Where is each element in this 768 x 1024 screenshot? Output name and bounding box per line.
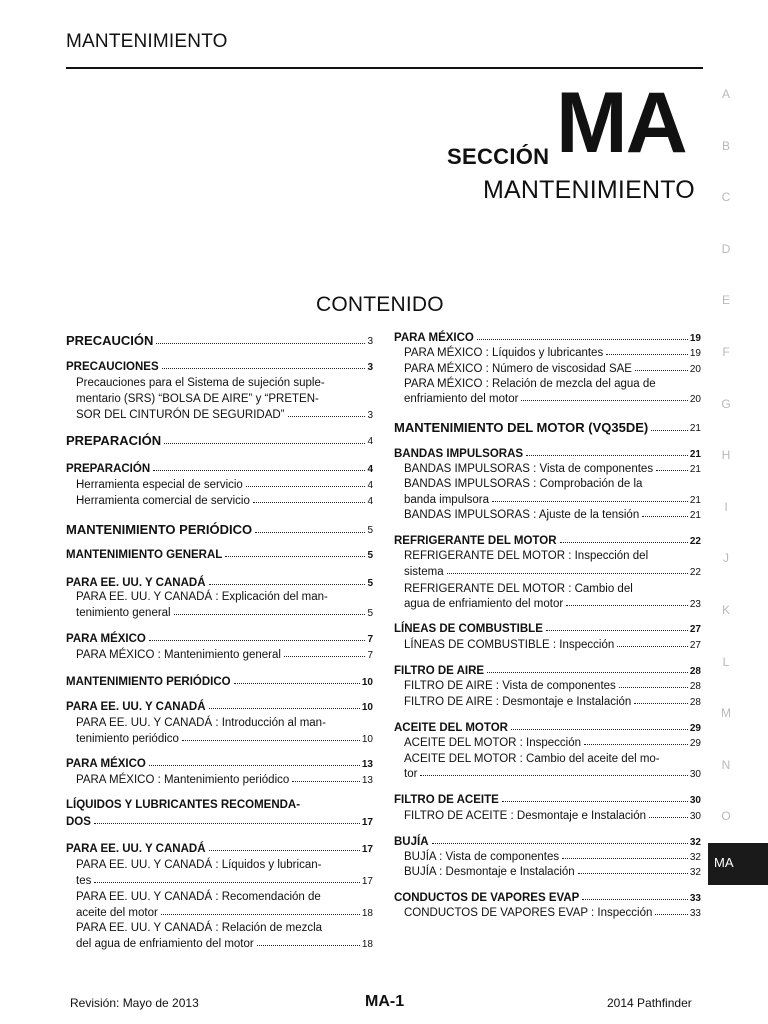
dot-leader (651, 430, 688, 431)
dot-leader (162, 368, 366, 369)
toc-page-number: 4 (367, 496, 373, 507)
toc-entry[interactable] (76, 774, 373, 786)
toc-page-number: 28 (689, 666, 701, 677)
toc-entry-label: FILTRO DE ACEITE (394, 794, 499, 806)
toc-page-number: 33 (689, 893, 701, 904)
dot-leader (617, 646, 688, 647)
dot-leader (255, 532, 365, 533)
toc-entry-label: PARA MÉXICO (66, 633, 146, 645)
toc-entry-label[interactable]: BANDAS IMPULSORAS : Comprobación de la (404, 478, 643, 490)
toc-entry[interactable] (404, 393, 701, 405)
toc-entry-label: MANTENIMIENTO DEL MOTOR (VQ35DE) (394, 420, 649, 435)
footer-page-number: MA-1 (365, 993, 405, 1010)
section-index-letter-m[interactable]: M (721, 706, 731, 721)
dot-leader (246, 486, 366, 487)
toc-entry-label: PARA MÉXICO : Líquidos y lubricantes (404, 347, 604, 359)
toc-page-number: 30 (689, 769, 701, 780)
dot-leader (526, 455, 688, 456)
toc-entry[interactable] (66, 758, 373, 770)
toc-entry[interactable] (76, 875, 373, 887)
toc-entry[interactable] (76, 938, 373, 950)
toc-entry[interactable] (404, 810, 701, 822)
toc-entry-label: enfriamiento del motor (404, 393, 519, 405)
dot-leader (234, 683, 360, 684)
toc-page-number: 19 (689, 348, 701, 359)
toc-page-number: 5 (367, 525, 373, 536)
toc-entry-label: LÍNEAS DE COMBUSTIBLE (394, 623, 543, 635)
toc-entry[interactable] (394, 332, 701, 344)
header-title: MANTENIMIENTO (66, 31, 228, 52)
toc-page-number: 22 (689, 567, 701, 578)
dot-leader (606, 354, 688, 355)
section-code: MA (556, 75, 686, 171)
toc-entry-label: BANDAS IMPULSORAS : Vista de componentes (404, 463, 654, 475)
dot-leader (566, 605, 688, 606)
toc-entry-label[interactable]: Precauciones para el Sistema de sujeción suple- (76, 377, 325, 389)
dot-leader (94, 823, 360, 824)
toc-entry[interactable] (404, 768, 701, 780)
toc-entry-label: MANTENIMIENTO PERIÓDICO (66, 676, 231, 688)
toc-entry[interactable] (404, 463, 701, 475)
toc-entry[interactable] (66, 361, 373, 373)
toc-page-number: 30 (689, 811, 701, 822)
section-name: MANTENIMIENTO (483, 176, 695, 204)
toc-entry-label: agua de enfriamiento del motor (404, 598, 564, 610)
header-rule (66, 67, 703, 69)
toc-entry-label: tenimiento periódico (76, 733, 179, 745)
dot-leader (656, 470, 688, 471)
toc-entry[interactable] (76, 907, 373, 919)
toc-page-number: 4 (367, 436, 373, 447)
dot-leader (560, 542, 688, 543)
toc-entry[interactable] (404, 494, 701, 506)
toc-page-number: 29 (689, 738, 701, 749)
toc-page-number: 21 (689, 423, 701, 434)
dot-leader (578, 873, 688, 874)
dot-leader (288, 416, 366, 417)
toc-entry-label: Herramienta especial de servicio (76, 479, 243, 491)
toc-page-number: 17 (361, 817, 373, 828)
section-index-letter-c[interactable]: C (721, 190, 731, 205)
toc-entry[interactable] (394, 535, 701, 547)
dot-leader (487, 672, 688, 673)
toc-page-number: 18 (361, 908, 373, 919)
dot-leader (502, 801, 688, 802)
toc-entry[interactable] (76, 607, 373, 619)
toc-entry[interactable] (66, 433, 373, 448)
toc-page-number: 5 (367, 608, 373, 619)
toc-entry-label[interactable]: mentario (SRS) “BOLSA DE AIRE” y “PRETEN- (76, 393, 319, 405)
toc-entry-label: aceite del motor (76, 907, 158, 919)
toc-page-number: 29 (689, 723, 701, 734)
toc-entry-label: FILTRO DE AIRE : Vista de componentes (404, 680, 616, 692)
toc-entry[interactable] (66, 816, 373, 828)
dot-leader (521, 400, 687, 401)
toc-entry-label: banda impulsora (404, 494, 490, 506)
toc-page-number: 18 (361, 939, 373, 950)
toc-entry[interactable] (404, 566, 701, 578)
dot-leader (477, 339, 688, 340)
toc-entry-label: FILTRO DE AIRE : Desmontaje e Instalación (404, 696, 632, 708)
toc-page-number: 20 (689, 394, 701, 405)
toc-entry-label: PARA EE. UU. Y CANADÁ (66, 701, 206, 713)
toc-page-number: 33 (689, 908, 701, 919)
toc-page-number: 17 (361, 876, 373, 887)
toc-page-number: 28 (689, 681, 701, 692)
toc-entry-label: BANDAS IMPULSORAS : Ajuste de la tensión (404, 509, 640, 521)
toc-entry[interactable] (404, 696, 701, 708)
dot-leader (149, 640, 366, 641)
toc-entry-label: BANDAS IMPULSORAS (394, 448, 524, 460)
section-index-letter-d[interactable]: D (721, 241, 731, 256)
toc-entry[interactable] (76, 479, 373, 491)
toc-entry-label: PARA MÉXICO : Número de viscosidad SAE (404, 363, 632, 375)
toc-page-number: 7 (367, 650, 373, 661)
dot-leader (492, 501, 688, 502)
toc-entry-label: tenimiento general (76, 607, 171, 619)
toc-entry-label: PREPARACIÓN (66, 463, 151, 475)
dot-leader (562, 858, 688, 859)
toc-page-number: 3 (367, 336, 373, 347)
dot-leader (420, 775, 687, 776)
section-index-letter-b[interactable]: B (721, 138, 730, 153)
toc-page-number: 19 (689, 333, 701, 344)
toc-entry-label: LÍNEAS DE COMBUSTIBLE : Inspección (404, 639, 615, 651)
toc-page-number: 3 (367, 410, 373, 421)
toc-page-number: 30 (689, 795, 701, 806)
toc-page-number: 17 (361, 844, 373, 855)
section-index-letter-g[interactable]: G (721, 396, 731, 411)
toc-page-number: 13 (361, 759, 373, 770)
toc-entry-label: sistema (404, 566, 444, 578)
dot-leader (209, 850, 360, 851)
toc-entry[interactable] (394, 836, 701, 848)
dot-leader (182, 740, 360, 741)
section-index-letter-j[interactable]: J (723, 551, 729, 566)
toc-entry[interactable] (404, 363, 701, 375)
dot-leader (161, 914, 360, 915)
toc-entry-label: PRECAUCIÓN (66, 333, 154, 348)
toc-page-number: 10 (361, 677, 373, 688)
section-index-letter-n[interactable]: N (721, 757, 731, 772)
toc-entry[interactable] (404, 598, 701, 610)
dot-leader (284, 656, 365, 657)
toc-page-number: 10 (361, 734, 373, 745)
toc-page-number: 28 (689, 697, 701, 708)
dot-leader (546, 630, 688, 631)
dot-leader (447, 573, 688, 574)
toc-page-number: 10 (361, 702, 373, 713)
toc-entry-label: Herramienta comercial de servicio (76, 495, 250, 507)
dot-leader (257, 945, 360, 946)
dot-leader (209, 584, 366, 585)
dot-leader (253, 502, 366, 503)
dot-leader (209, 708, 360, 709)
toc-entry[interactable] (394, 665, 701, 677)
section-tab-ma[interactable]: MA (708, 843, 768, 885)
dot-leader (511, 729, 688, 730)
toc-entry-label: BUJÍA : Vista de componentes (404, 851, 560, 863)
toc-entry-label: CONDUCTOS DE VAPORES EVAP : Inspección (404, 907, 653, 919)
toc-entry-label: FILTRO DE AIRE (394, 665, 485, 677)
toc-entry-label: CONDUCTOS DE VAPORES EVAP (394, 892, 580, 904)
toc-entry-label[interactable]: LÍQUIDOS Y LUBRICANTES RECOMENDA- (66, 799, 301, 811)
toc-page-number: 4 (367, 464, 373, 475)
toc-entry[interactable] (66, 577, 373, 589)
toc-entry[interactable] (76, 409, 373, 421)
dot-leader (174, 614, 366, 615)
toc-entry-label: BUJÍA (394, 836, 429, 848)
section-index-letter-e[interactable]: E (721, 293, 730, 308)
toc-page-number: 22 (689, 536, 701, 547)
toc-entry-label: BUJÍA : Desmontaje e Instalación (404, 866, 575, 878)
toc-page-number: 7 (367, 634, 373, 645)
toc-heading: CONTENIDO (316, 293, 444, 316)
dot-leader (94, 882, 360, 883)
toc-page-number: 32 (689, 852, 701, 863)
dot-leader (153, 470, 365, 471)
toc-entry-label[interactable]: PARA EE. UU. Y CANADÁ : Recomendación de (76, 891, 321, 903)
section-index-letter-a[interactable]: A (721, 87, 730, 101)
toc-entry[interactable] (404, 509, 701, 521)
toc-entry[interactable] (76, 733, 373, 745)
toc-entry-label: MANTENIMIENTO GENERAL (66, 549, 223, 561)
toc-entry-label: MANTENIMIENTO PERIÓDICO (66, 522, 253, 537)
toc-page-number: 32 (689, 867, 701, 878)
toc-page-number: 23 (689, 599, 701, 610)
toc-entry[interactable] (66, 333, 373, 348)
toc-entry[interactable] (66, 843, 373, 855)
toc-entry[interactable] (66, 522, 373, 537)
toc-entry[interactable] (76, 649, 373, 661)
toc-entry[interactable] (404, 851, 701, 863)
toc-entry[interactable] (404, 737, 701, 749)
dot-leader (292, 781, 360, 782)
toc-page-number: 21 (689, 464, 701, 475)
toc-entry-label: PARA MÉXICO : Mantenimiento general (76, 649, 281, 661)
toc-entry-label: del agua de enfriamiento del motor (76, 938, 254, 950)
section-index-letter-h[interactable]: H (721, 448, 731, 463)
toc-page-number: 20 (689, 364, 701, 375)
dot-leader (642, 516, 688, 517)
toc-entry[interactable] (394, 794, 701, 806)
toc-entry[interactable] (404, 680, 701, 692)
toc-entry[interactable] (76, 495, 373, 507)
dot-leader (619, 687, 688, 688)
toc-entry-label[interactable]: ACEITE DEL MOTOR : Cambio del aceite del mo- (404, 753, 660, 765)
toc-page-number: 3 (367, 362, 373, 373)
toc-entry-label: PRECAUCIONES (66, 361, 159, 373)
toc-entry[interactable] (394, 892, 701, 904)
toc-page-number: 27 (689, 624, 701, 635)
toc-entry-label[interactable]: PARA MÉXICO : Relación de mezcla del agua de (404, 378, 656, 390)
toc-entry-label: PARA EE. UU. Y CANADÁ (66, 577, 206, 589)
dot-leader (156, 343, 365, 344)
toc-entry-label: FILTRO DE ACEITE : Desmontaje e Instalación (404, 810, 647, 822)
toc-page-number: 5 (367, 550, 373, 561)
toc-page-number: 4 (367, 480, 373, 491)
dot-leader (225, 556, 365, 557)
toc-entry-label: ACEITE DEL MOTOR : Inspección (404, 737, 582, 749)
dot-leader (432, 843, 688, 844)
toc-entry[interactable] (394, 722, 701, 734)
toc-entry-label: PARA MÉXICO (66, 758, 146, 770)
toc-entry[interactable] (394, 420, 701, 435)
dot-leader (635, 370, 688, 371)
dot-leader (655, 914, 687, 915)
toc-entry[interactable] (66, 676, 373, 688)
dot-leader (649, 817, 688, 818)
toc-entry-label: tor (404, 768, 418, 780)
toc-entry-label: PARA EE. UU. Y CANADÁ (66, 843, 206, 855)
section-index-letter-f[interactable]: F (722, 345, 730, 359)
toc-entry-label: PARA MÉXICO (394, 332, 474, 344)
toc-entry-label: tes (76, 875, 92, 887)
toc-entry[interactable] (404, 639, 701, 651)
toc-entry-label[interactable]: PARA EE. UU. Y CANADÁ : Líquidos y lubrican- (76, 859, 322, 871)
toc-entry[interactable] (404, 866, 701, 878)
toc-entry-label[interactable]: PARA EE. UU. Y CANADÁ : Explicación del man- (76, 591, 328, 603)
toc-page-number: 21 (689, 510, 701, 521)
footer-revision: Revisión: Mayo de 2013 (70, 996, 199, 1010)
toc-entry-label[interactable]: PARA EE. UU. Y CANADÁ : Introducción al man- (76, 717, 326, 729)
toc-entry-label: SOR DEL CINTURÓN DE SEGURIDAD” (76, 409, 285, 421)
toc-entry-label: DOS (66, 816, 91, 828)
toc-entry[interactable] (66, 463, 373, 475)
toc-entry-label[interactable]: REFRIGERANTE DEL MOTOR : Cambio del (404, 583, 633, 595)
toc-entry-label[interactable]: REFRIGERANTE DEL MOTOR : Inspección del (404, 550, 649, 562)
toc-page-number: 13 (361, 775, 373, 786)
section-index-letter-i[interactable]: I (724, 499, 728, 514)
toc-entry-label: ACEITE DEL MOTOR (394, 722, 508, 734)
toc-entry-label: PREPARACIÓN (66, 433, 162, 448)
dot-leader (584, 744, 688, 745)
dot-leader (149, 765, 360, 766)
toc-page-number: 27 (689, 640, 701, 651)
section-index-letter-o[interactable]: O (721, 809, 731, 824)
toc-entry[interactable] (66, 701, 373, 713)
toc-entry[interactable] (404, 347, 701, 359)
dot-leader (582, 899, 688, 900)
dot-leader (164, 443, 365, 444)
toc-entry-label[interactable]: PARA EE. UU. Y CANADÁ : Relación de mezcla (76, 922, 323, 934)
toc-entry-label: PARA MÉXICO : Mantenimiento periódico (76, 774, 290, 786)
footer-model: 2014 Pathfinder (607, 996, 692, 1010)
section-index-letter-k[interactable]: K (721, 603, 730, 617)
toc-page-number: 32 (689, 837, 701, 848)
toc-entry-label: REFRIGERANTE DEL MOTOR (394, 535, 557, 547)
toc-entry[interactable] (66, 549, 373, 561)
toc-page-number: 21 (689, 449, 701, 460)
toc-entry[interactable] (66, 633, 373, 645)
dot-leader (634, 703, 688, 704)
section-label: SECCIÓN (447, 144, 550, 169)
section-index-letter-l[interactable]: L (722, 654, 730, 669)
toc-page-number: 21 (689, 495, 701, 506)
toc-entry[interactable] (394, 448, 701, 460)
toc-page-number: 5 (367, 578, 373, 589)
toc-entry[interactable] (404, 907, 701, 919)
toc-entry[interactable] (394, 623, 701, 635)
